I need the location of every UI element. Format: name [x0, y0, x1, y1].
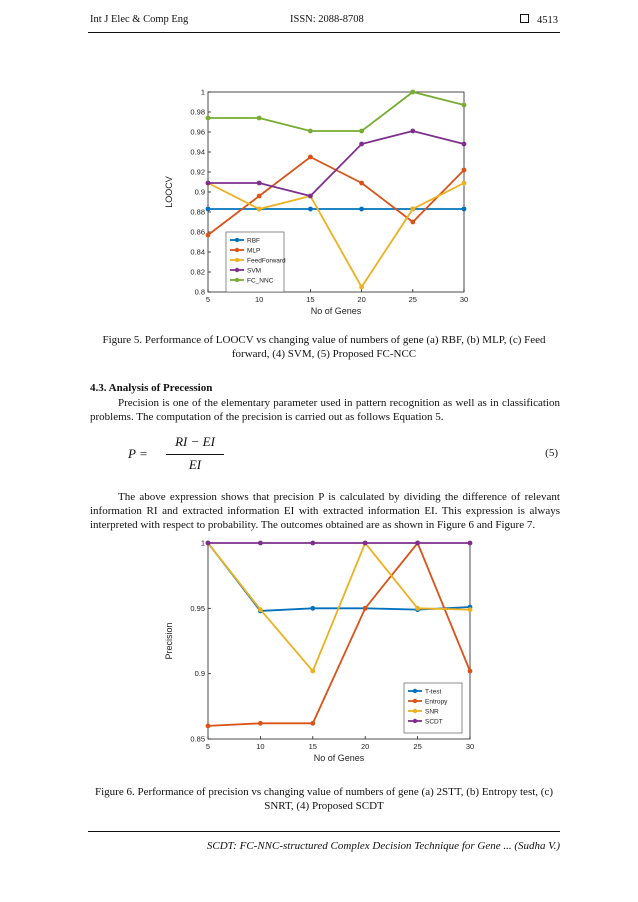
data-point [206, 116, 211, 121]
data-point [206, 541, 211, 546]
legend-label: T-test [425, 688, 442, 696]
equation-lhs: P = [128, 446, 148, 461]
legend-marker [235, 258, 239, 262]
legend-marker [235, 238, 239, 242]
y-tick-label: 0.86 [190, 227, 205, 237]
footer-rule [88, 831, 560, 832]
data-point [258, 721, 263, 726]
x-tick-label: 30 [459, 295, 469, 304]
legend-label: SNR [425, 708, 439, 716]
equation-denominator: EI [188, 457, 202, 472]
y-tick-label: 1 [200, 87, 205, 97]
data-point [410, 207, 415, 212]
data-point [468, 669, 473, 674]
data-point [359, 129, 364, 134]
legend-label: MLP [247, 247, 261, 255]
data-point [462, 207, 467, 212]
issn: ISSN: 2088-8708 [290, 14, 364, 25]
data-point [206, 207, 211, 212]
x-tick-label: 15 [306, 295, 315, 304]
data-point [359, 285, 364, 290]
page-number-text: 4513 [537, 15, 558, 26]
y-tick-label: 0.82 [190, 267, 205, 277]
equation-number: (5) [545, 447, 558, 459]
y-tick-label: 0.9 [194, 669, 205, 679]
data-point [257, 116, 262, 121]
data-point [308, 129, 313, 134]
legend-marker [413, 699, 417, 703]
y-tick-label: 1 [200, 538, 205, 548]
data-point [410, 220, 415, 225]
y-axis-label: Precision [164, 622, 174, 660]
legend-marker [235, 248, 239, 252]
data-point [310, 669, 315, 674]
data-point [258, 607, 263, 612]
data-point [359, 207, 364, 212]
x-tick-label: 20 [361, 742, 370, 751]
page-number [520, 14, 558, 26]
y-tick-label: 0.96 [190, 127, 205, 137]
data-point [257, 181, 262, 186]
x-tick-label: 30 [465, 742, 475, 751]
square-icon [520, 14, 529, 23]
y-tick-label: 0.92 [190, 167, 205, 177]
data-point [359, 142, 364, 147]
data-point [415, 606, 420, 611]
data-point [359, 181, 364, 186]
data-point [468, 607, 473, 612]
data-point [310, 606, 315, 611]
legend-label: FeedForward [247, 257, 286, 265]
legend-marker [413, 719, 417, 723]
figure-5-caption: Figure 5. Performance of LOOCV vs changing value of numbers of gene (a) RBF, (b) MLP, (c) Feed forward, (4) SVM, (5) Proposed FC-NCC [102, 334, 546, 360]
section-heading: 4.3. Analysis of Precession [90, 382, 213, 394]
data-point [462, 142, 467, 147]
legend-marker [235, 278, 239, 282]
paragraph-2: The above expression shows that precision P is calculated by dividing the difference of relevant information RI and extracted information EI with extracted information EI. This expression is always interpreted with respect to probability. The outcomes obtained are as shown in Figure 6 and Figure 7. [90, 491, 560, 531]
data-point [415, 541, 420, 546]
legend-label: RBF [247, 237, 260, 245]
data-point [462, 181, 467, 186]
legend-marker [235, 268, 239, 272]
data-point [410, 90, 415, 95]
x-axis-label: No of Genes [310, 306, 362, 316]
data-point [462, 103, 467, 108]
data-point [258, 541, 263, 546]
y-tick-label: 0.8 [194, 287, 205, 297]
x-tick-label: 5 [205, 295, 211, 304]
legend-label: SVM [247, 267, 262, 275]
x-tick-label: 5 [205, 742, 211, 751]
data-point [468, 541, 473, 546]
figure-6-chart [158, 533, 480, 769]
header-rule [88, 32, 560, 33]
x-tick-label: 10 [256, 742, 265, 751]
data-point [363, 606, 368, 611]
journal-name: Int J Elec & Comp Eng [90, 14, 189, 25]
data-point [310, 541, 315, 546]
y-tick-label: 0.95 [190, 603, 205, 613]
figure-5-chart [158, 82, 480, 318]
y-tick-label: 0.94 [190, 147, 205, 157]
legend-label: Entropy [425, 698, 448, 706]
legend-label: SCDT [425, 718, 443, 726]
x-tick-label: 20 [357, 295, 366, 304]
y-tick-label: 0.84 [190, 247, 205, 257]
data-point [206, 233, 211, 238]
y-tick-label: 0.98 [190, 107, 205, 117]
running-header [90, 14, 558, 30]
equation-numerator: RI − EI [175, 434, 215, 449]
y-tick-label: 0.9 [194, 187, 205, 197]
x-tick-label: 25 [413, 742, 422, 751]
data-point [363, 541, 368, 546]
y-tick-label: 0.88 [190, 207, 205, 217]
legend-marker [413, 709, 417, 713]
data-point [257, 207, 262, 212]
fraction-bar [166, 454, 224, 455]
x-tick-label: 25 [408, 295, 417, 304]
x-axis-label: No of Genes [313, 753, 365, 763]
data-point [410, 129, 415, 134]
data-point [308, 155, 313, 160]
data-point [206, 724, 211, 729]
legend-label: FC_NNC [247, 277, 274, 285]
data-point [310, 721, 315, 726]
x-tick-label: 15 [308, 742, 317, 751]
data-point [308, 194, 313, 199]
figure-6-caption: Figure 6. Performance of precision vs changing value of numbers of gene (a) 2STT, (b) Entropy test, (c) SNRT, (4) Proposed SCDT [95, 786, 553, 812]
data-point [462, 168, 467, 173]
y-tick-label: 0.85 [190, 734, 205, 744]
equation-5 [128, 434, 558, 474]
x-tick-label: 10 [255, 295, 264, 304]
running-footer: SCDT: FC-NNC-structured Complex Decision Technique for Gene ... (Sudha V.) [206, 840, 560, 852]
data-point [206, 181, 211, 186]
paragraph-1: Precision is one of the elementary parameter used in pattern recognition as well as in classification problems. The computation of the precision is carried out as follows Equation 5. [90, 397, 560, 423]
y-axis-label: LOOCV [164, 176, 174, 208]
data-point [257, 194, 262, 199]
legend-marker [413, 689, 417, 693]
data-point [308, 207, 313, 212]
